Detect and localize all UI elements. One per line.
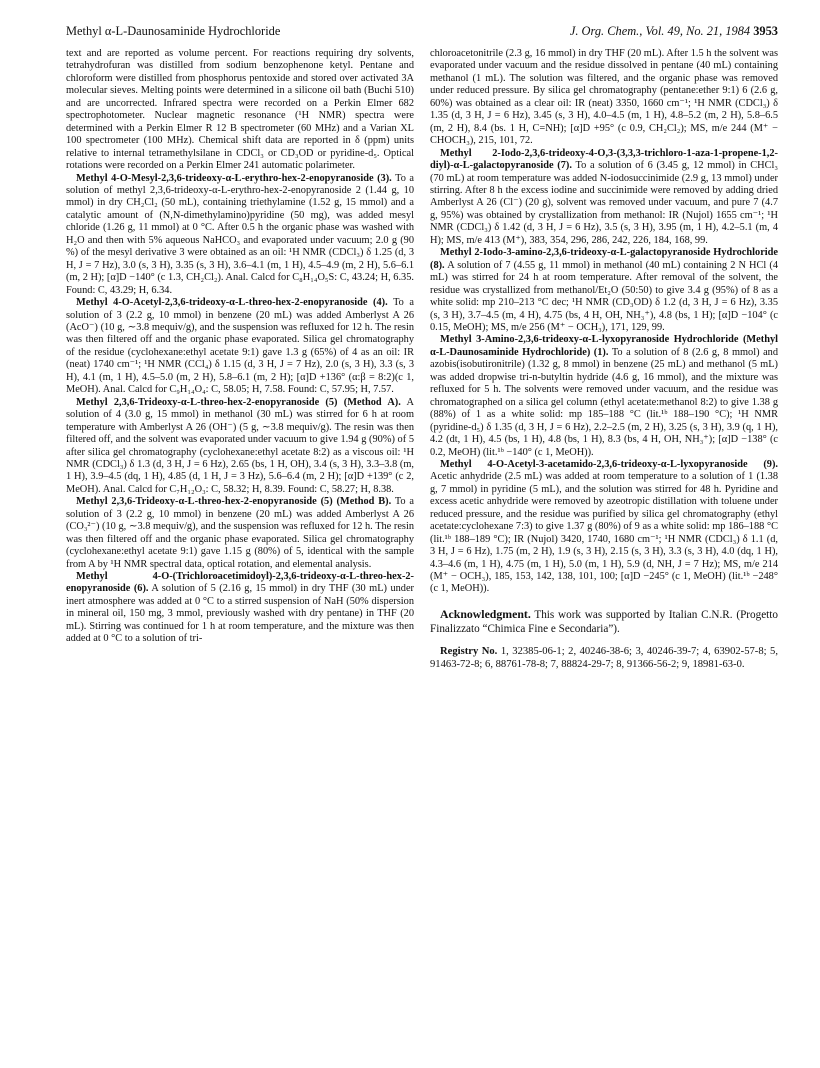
running-title: Methyl α-L-Daunosaminide Hydrochloride <box>66 24 281 38</box>
acknowledgment <box>430 608 778 636</box>
paragraph-text: To a solution of 6 (3.45 g, 12 mmol) in CHCl₃ (70 mL) at room temperature was added N-iodosuccinimide (2.9 g, 13 mmol) under stirring. After 8 h the excess iodine and succinimide were removed by adding dried Amberlyst A 26 (Cl⁻) (20 g), solvent was removed under vacuum, and pure 7 (4.7 g, 95%) was obtained by crystallization from methanol: IR (Nujol) 1655 cm⁻¹; ¹H NMR (CDCl₃) δ 1.42 (d, 3 H, J = 6 Hz), 3.5 (s, 3 H), 3.95 (m, 1 H), 4.2–5.1 (m, 4 H); MS, m/e 413 (M⁺), 383, 354, 296, 286, 242, 226, 184, 168, 99. <box>430 160 779 246</box>
paragraph <box>430 459 778 596</box>
compound-heading: Methyl 2,3,6-Trideoxy-α-L-threo-hex-2-enopyranoside (5) (Method B). <box>76 496 392 508</box>
paragraph <box>430 334 778 459</box>
compound-heading: Methyl 4-O-Acetyl-3-acetamido-2,3,6-trideoxy-α-L-lyxopyranoside (9). <box>440 458 778 470</box>
right-column <box>430 48 778 671</box>
running-header <box>66 24 778 44</box>
paragraph-text: A solution of 7 (4.55 g, 11 mmol) in methanol (40 mL) containing 2 N HCl (4 mL) was stirred for 24 h at room temperature. After removal of the solvent, the residue was crystallized from methanol/Et₂O (50:50) to give 3.4 g (95%) of 8 as a white solid: mp 210–213 °C dec; ¹H NMR (CD₃OD) δ 1.2 (d, 3 H, J = 6 Hz), 3.35 (s, 3 H), 3.7–4.5 (m, 4 H), 4.75 (bs, 4 H, OH, NH₃⁺), 4.8 (bs, 1 H); [α]D −104° (c 0.15, MeOH); MS, m/e 256 (M⁺ − OCH₃), 171, 129, 99. <box>430 259 779 333</box>
paragraph-text: A solution of 5 (2.16 g, 15 mmol) in dry THF (30 mL) under inert atmosphere was added at 0 °C to a stirred suspension of NaH (50% dispersion in mineral oil, 150 mg, 3 mmol, previously washed with dry pentane) in THF (20 mL). Stirring was continued for 1 h at room temperature, and the mixture was then added at 0 °C to a solution of tri- <box>66 583 414 645</box>
registry-text: 1, 32385-06-1; 2, 40246-38-6; 3, 40246-39-7; 4, 63902-57-8; 5, 91463-72-8; 6, 88761-78-8; 7, 88824-29-7; 8, 91366-56-2; 9, 18981-63-0. <box>430 646 778 670</box>
journal-name: J. Org. Chem., <box>569 24 643 38</box>
registry-heading: Registry No. <box>440 646 498 658</box>
paragraph <box>66 397 414 497</box>
paragraph <box>66 173 414 298</box>
paragraph-text: To a solution of 8 (2.6 g, 8 mmol) and azobis(isobutironitrile) (1.32 g, 8 mmol) in benzene (25 mL) and methanol (5 mL) was added dropwise tri-n-butyltin hydride (4.6 g, 16 mmol), and the mixture was refluxed for 5 h. The solvents were removed under vacuum, and the residue was chromatographed on a silica gel column (ethyl acetate:methanol 8:2) to give 1.38 g (88%) of 1 as a white solid: mp 185–188 °C (lit.¹ᵇ 188–190 °C); ¹H NMR (pyridine-d₅) δ 1.35 (d, 3 H, J = 6 Hz), 2.2–2.5 (m, 2 H), 3.25 (s, 3 H), 3.9 (q, 1 H), 4.2 (dt, 1 H), 4.5 (bs, 1 H), 4.8 (bs, 1 H), 8.3 (bs, 4 H, OH, NH₃⁺); [α]D −138° (c 0.2, MeOH) (lit.¹ᵇ −140° (c 1, MeOH)). <box>430 346 779 458</box>
acknowledgment-heading: Acknowledgment. <box>440 606 531 621</box>
body-columns <box>66 48 778 671</box>
paragraph <box>430 148 778 248</box>
paragraph <box>66 571 414 646</box>
paragraph <box>430 48 778 148</box>
compound-heading: Methyl 2-Iodo-3-amino-2,3,6-trideoxy-α-L-galactopyranoside Hydrochloride (8). <box>430 247 778 271</box>
left-column <box>66 48 414 671</box>
compound-heading: Methyl 4-O-Acetyl-2,3,6-trideoxy-α-L-threo-hex-2-enopyranoside (4). <box>76 297 388 309</box>
paragraph-text: Acetic anhydride (2.5 mL) was added at room temperature to a solution of 1 (1.38 g, 7 mmol) in pyridine (5 mL), and the solution was stirred for 48 h. Pyridine and excess acetic anhydride were removed by azeotropic distillation with toluene under reduced pressure, and the residue was purified by silica gel chromatography (ethyl acetate:cyclohexane 7:3) to give 1.37 g (80%) of 9 as a white solid: mp 186–188 °C (lit.¹ᵇ 188–189 °C); IR (Nujol) 3420, 1740, 1680 cm⁻¹; ¹H NMR (CDCl₃) δ 1.1 (d, 3 H, J = 6 Hz), 1.75 (m, 2 H), 1.9 (s, 3 H), 2.15 (s, 3 H), 3.3 (s, 3 H), 4.0 (dq, 1 H), 4.3–4.6 (m, 1 H), 4.75 (m, 1 H), 5.0 (m, 1 H), 5.9 (d, NH, J = 7 Hz); MS, m/e 214 (M⁺ − OCH₃), 185, 153, 142, 138, 101, 100; [α]D −245° (c 1, MeOH) (lit.¹ᵇ −248° (c 1, MeOH)). <box>430 471 778 595</box>
paragraph-text: chloroacetonitrile (2.3 g, 16 mmol) in dry THF (20 mL). After 1.5 h the solvent was evaporated under vacuum and the residue dissolved in pentane (40 mL) containing methanol (1 mL). The solution was filtered, and the organic phase was removed under reduced pressure. By silica gel chromatography (pentane:ether 9:1) 6 (2.6 g, 60%) was obtained as a clear oil: IR (neat) 3350, 1660 cm⁻¹; ¹H NMR (CDCl₃) δ 1.35 (d, 3 H, J = 6 Hz), 3.45 (s, 3 H), 4.0–4.5 (m, 1 H), 4.8–5.2 (m, 2 H), 5.8–6.5 (m, 2 H), 8.4 (bs. 1 H, C=NH); [α]D +95° (c 0.9, CH₂Cl₂); MS, m/e 244 (M⁺ − CHOCH₃), 215, 101, 72. <box>430 48 778 147</box>
paragraph-text: To a solution of 3 (2.2 g, 10 mmol) in benzene (20 mL) was added Amberlyst A 26 (CO₃²⁻) (10 g, ∼3.8 mequiv/g), and the suspension was refluxed for 12 h. The resin was then filtered off and the organic phase evaporated. Silica gel chromatography (cyclohexane:ethyl acetate 9:1) gave 1.15 g (80%) of 5, identical with the sample from A by ¹H NMR spectral data, optical rotation, and elemental analysis. <box>66 496 414 570</box>
compound-heading: Methyl 2,3,6-Trideoxy-α-L-threo-hex-2-enopyranoside (5) (Method A). <box>76 396 401 408</box>
paragraph <box>66 496 414 571</box>
registry-numbers <box>430 646 778 671</box>
paragraph <box>66 48 414 173</box>
paragraph-text: A solution of 4 (3.0 g, 15 mmol) in methanol (30 mL) was stirred for 6 h at room temperature with Amberlyst A 26 (OH⁻) (5 g, ∼3.8 mequiv/g). The resin was then filtered off, and the solvent was evaporated under vacuum to give 1.94 g (90%) of 5 after silica gel chromatography (cyclohexane:ethyl acetate 8:2) as a viscous oil: ¹H NMR (CDCl₃) δ 1.3 (d, 3 H, J = 6 Hz), 2.65 (bs, 1 H, OH), 3.4 (s, 3 H), 3.3–3.8 (m, 1 H), 3.9–4.5 (dq, 1 H), 4.85 (d, 1 H, J = 3 Hz), 5.6–6.4 (m, 2 H); [α]D +139° (c 2, MeOH). Anal. Calcd for C₇H₁₂O₃: C, 58.32; H, 8.39. Found: C, 58.27; H, 8.38. <box>66 396 415 495</box>
compound-heading: Methyl 4-O-(Trichloroacetimidoyl)-2,3,6-trideoxy-α-L-threo-hex-2-enopyranoside (6). <box>66 571 414 595</box>
compound-heading: Methyl 2-Iodo-2,3,6-trideoxy-4-O,3-(3,3,3-trichloro-1-aza-1-propene-1,2-diyl)-α-L-galactopyranoside (7). <box>430 147 778 172</box>
page-number: 3953 <box>753 24 778 38</box>
compound-heading: Methyl 4-O-Mesyl-2,3,6-trideoxy-α-L-erythro-hex-2-enopyranoside (3). <box>76 172 392 184</box>
volume-issue: Vol. 49, No. 21, 1984 <box>645 24 751 38</box>
paragraph-text: To a solution of methyl 2,3,6-trideoxy-α-L-erythro-hex-2-enopyranoside 2 (1.44 g, 10 mmol) in dry CH₂Cl₂ (50 mL), containing triethylamine (1.52 g, 15 mmol) and a catalytic amount of (N,N-dimethylamino)pyridine (50 mg), was added mesyl chloride (1.26 g, 11 mmol) at 0 °C. After 0.5 h the organic phase was washed with H₂O and then with 5% aqueous NaHCO₃ and evaporated under vacuum; 2.0 g (90 %) of the mesyl derivative 3 were obtained as an oil: ¹H NMR (CDCl₃) δ 1.25 (d, 3 H, J = 7 Hz), 3.0 (s, 3 H), 3.35 (s, 3 H), 3.6–4.1 (m, 1 H), 4.5–4.9 (m, 2 H), 5.6–6.1 (m, 2 H); [α]D −140° (c 1.3, CH₂Cl₂). Anal. Calcd for C₈H₁₄O₅S: C, 43.24; H, 6.35. Found: C, 43.29; H, 6.34. <box>66 172 414 296</box>
acknowledgment-text: This work was supported by Italian C.N.R. (Progetto Finalizzato “Chimica Fine e Secondaria”). <box>430 608 778 635</box>
paragraph-text: text and are reported as volume percent. For reactions requiring dry solvents, tetrahydrofuran was distilled from sodium benzophenone ketyl. Pentane and chloroform were distilled from phosphorus pentoxide and stored over activated 3A molecular sieves. Melting points were determined in a silicone oil bath (Buchi 510) and are uncorrected. Infrared spectra were recorded on a Perkin Elmer 682 spectrophotometer. Nuclear magnetic resonance (¹H NMR) spectra were determined with a Perkin Elmer R 12 B spectrometer (60 MHz) and a Varian XL 100 spectrometer (100 MHz). Chemical shift data are reported in δ (ppm) units relative to internal tetramethylsilane in CDCl₃ or CD₃OD or pyridine-d₅. Optical rotations were recorded on a Perkin Elmer 241 automatic polarimeter. <box>66 48 414 172</box>
paragraph-text: To a solution of 3 (2.2 g, 10 mmol) in benzene (20 mL) was added Amberlyst A 26 (AcO⁻) (10 g, ∼3.8 mequiv/g), and the suspension was refluxed for 12 h. The resin was then filtered off and the organic phase evaporated. Silica gel chromatography of the residue (cyclohexane:ethyl acetate 9:1) gave 1.3 g (65%) of 4 as an oil: IR (neat) 1740 cm⁻¹; ¹H NMR (CCl₄) δ 1.15 (d, 3 H, J = 7 Hz), 2.0 (s, 3 H), 3.3 (s, 3 H), 4.1 (m, 1 H), 4.5–5.0 (m, 2 H), 5.8–6.1 (m, 2 H); [α]D +136° (α:β = 8:2)(c 1, MeOH). Anal. Calcd for C₉H₁₄O₄: C, 58.05; H, 7.58. Found: C, 57.95; H, 7.57. <box>66 297 414 396</box>
paragraph <box>66 297 414 397</box>
compound-heading: Methyl 3-Amino-2,3,6-trideoxy-α-L-lyxopyranoside Hydrochloride (Methyl α-L-Daunosaminide Hydrochloride) (1). <box>430 334 778 358</box>
journal-citation <box>570 24 778 39</box>
paragraph <box>430 247 778 334</box>
